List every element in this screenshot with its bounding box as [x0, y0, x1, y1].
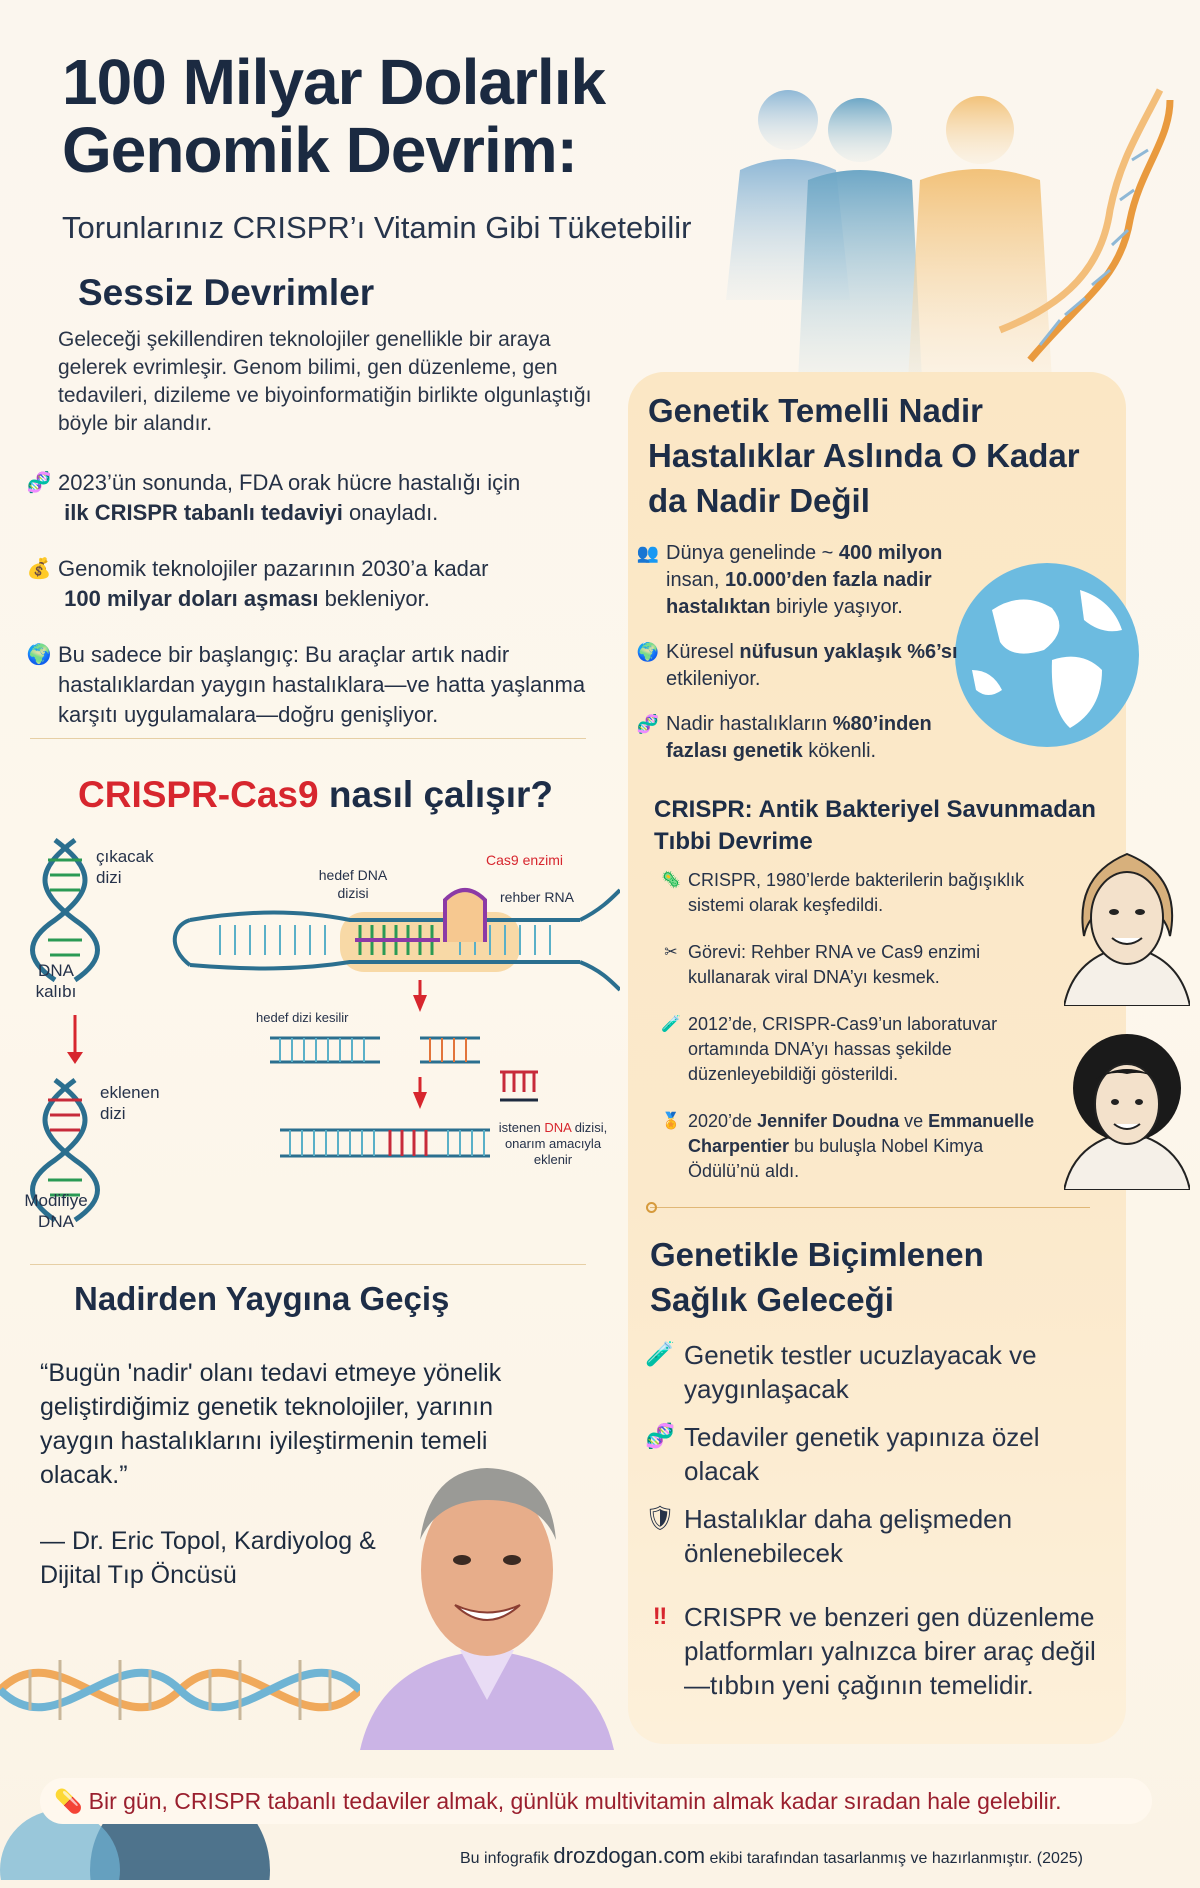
- bullet-bold: ilk CRISPR tabanlı tedaviyi: [64, 500, 343, 525]
- label-modified-dna: Modifiye DNA: [24, 1191, 88, 1231]
- future-health-heading: Genetikle Biçimlenen Sağlık Geleceği: [650, 1236, 984, 1318]
- label-text: dizisi, onarım amacıyla eklenir: [504, 1120, 608, 1167]
- pill-icon: 💊: [54, 1787, 83, 1814]
- page-title: 100 Milyar Dolarlık Genomik Devrim:: [62, 46, 606, 186]
- rare-bullet-list: [636, 540, 976, 765]
- section-divider: [30, 738, 586, 739]
- footer-credit: [460, 1843, 1083, 1869]
- bullet-text: kökenli.: [808, 740, 877, 762]
- warning-icon: ‼: [652, 1603, 668, 1630]
- bacteria-icon: 🦠: [661, 872, 681, 889]
- history-bullet-list: [660, 868, 1060, 1184]
- dna-template-helix-icon: [33, 840, 98, 980]
- label-text-red: DNA: [544, 1120, 572, 1135]
- bullet-bold: Emmanuelle Charpentier: [688, 1111, 1035, 1156]
- bullet-text: Nadir hastalıkların: [666, 713, 828, 735]
- bullet-bold: Jennifer Doudna: [757, 1111, 900, 1131]
- money-bag-icon: 💰: [26, 558, 52, 580]
- repaired-dna-strand: [280, 1130, 490, 1156]
- bullet-text: CRISPR, 1980’lerde bakterilerin bağışıklık sistemi olarak keşfedildi.: [688, 870, 1025, 915]
- bullet-text: 2023’ün sonunda, FDA orak hücre hastalığı için: [58, 470, 521, 495]
- footer-banner-text: Bir gün, CRISPR tabanlı tedaviler almak, günlük multivitamin almak kadar sıradan hale gelebilir.: [88, 1787, 1062, 1814]
- page-subtitle: Torunlarınız CRISPR’ı Vitamin Gibi Tüketebilir: [62, 210, 692, 245]
- bullet-text: CRISPR ve benzeri gen düzenleme platformları yalnızca birer araç değil —tıbbın yeni çağının temelidir.: [684, 1602, 1096, 1700]
- crispr-how-heading: [78, 774, 553, 816]
- people-silhouettes-illustration: [700, 80, 1180, 380]
- rare-bullet-genetic: [636, 711, 976, 765]
- silent-revolutions-intro: Geleceği şekillendiren teknolojiler genellikle bir araya gelerek evrimleşir. Genom bilimi, gen düzenleme, gen tedavileri, dizileme ve biyoinformatiğin birlikte olgunlaştığı böyle bir alandır.: [58, 328, 592, 435]
- silent-bullet-list: [26, 468, 586, 730]
- bullet-bold: nüfusun yaklaşık %6’sı: [739, 641, 958, 663]
- bullet-text: onayladı.: [349, 500, 439, 525]
- bullet-text: Bu sadece bir başlangıç: Bu araçlar artık nadir hastalıklardan yaygın hastalıklara—ve hatta yaşlanma karşıtı uygulamalara—doğru genişliyor.: [58, 642, 586, 727]
- future-bullet-treatments: [644, 1420, 1084, 1488]
- label-target-cut: hedef dizi kesilir: [256, 1010, 349, 1025]
- dr-topol-portrait: [350, 1420, 624, 1750]
- bullet-text: Genomik teknolojiler pazarının 2030’a kadar: [58, 556, 489, 581]
- credit-site-link[interactable]: drozdogan.com: [553, 1843, 706, 1868]
- adult-silhouette: [798, 98, 922, 380]
- bullet-text: insan,: [666, 569, 720, 591]
- history-bullet-discovery: [660, 868, 1060, 918]
- label-removed-sequence: çıkacak dizi: [96, 847, 154, 887]
- rare-diseases-heading: Genetik Temelli Nadir Hastalıklar Aslında O Kadar da Nadir Değil: [648, 392, 1080, 519]
- history-bullet-nobel: [660, 1109, 1060, 1184]
- crispr-history-heading: CRISPR: Antik Bakteriyel Savunmadan Tıbbi Devrime: [654, 796, 1096, 855]
- people-icon: 👥: [636, 543, 660, 563]
- insert-dna-fragment: [500, 1072, 538, 1100]
- bullet-text: etkileniyor.: [666, 668, 761, 690]
- silent-bullet-beginning: [26, 640, 586, 730]
- bullet-bold: 100 milyar doları aşması: [64, 586, 319, 611]
- silent-bullet-fda: [26, 468, 586, 528]
- cut-dna-strands: [270, 1038, 538, 1100]
- future-bullet-platforms: [644, 1600, 1124, 1702]
- dna-helix-bottom-icon: [0, 1630, 360, 1880]
- divider-dot: [646, 1202, 657, 1213]
- section-divider: [650, 1207, 1090, 1208]
- test-tube-icon: 🧪: [661, 1016, 681, 1033]
- bullet-text: Küresel: [666, 641, 734, 663]
- quote-author: — Dr. Eric Topol, Kardiyolog & Dijital Tıp Öncüsü: [40, 1527, 376, 1589]
- test-tube-icon: 🧪: [645, 1341, 675, 1368]
- credit-text: ekibi tarafından tasarlanmış ve hazırlanmıştır. (2025): [709, 1850, 1084, 1867]
- future-bullet-tests: [644, 1338, 1084, 1406]
- dna-icon: 🧬: [645, 1423, 675, 1450]
- label-guide-rna: rehber RNA: [500, 889, 574, 905]
- future-bullet-prevention: [644, 1502, 1084, 1570]
- label-target-dna: hedef DNA dizisi: [318, 867, 388, 901]
- bullet-bold: 400 milyon: [838, 542, 943, 564]
- silent-bullet-market: [26, 554, 586, 614]
- scissors-icon: ✂: [664, 944, 678, 961]
- history-bullet-2012: [660, 1012, 1060, 1087]
- bullet-text: 2012’de, CRISPR-Cas9’un laboratuvar ortamında DNA’yı hassas şekilde düzenleyebildiği gösterildi.: [688, 1014, 998, 1084]
- bullet-text: Dünya genelinde ~: [666, 542, 834, 564]
- bullet-text: ve: [904, 1111, 924, 1131]
- elder-silhouette: [908, 96, 1052, 380]
- label-added-sequence: eklenen dizi: [100, 1083, 160, 1123]
- cas9-enzyme-shape: [445, 890, 485, 942]
- globe-icon: 🌍: [26, 644, 52, 666]
- rare-to-common-heading: Nadirden Yaygına Geçiş: [74, 1280, 450, 1317]
- label-desired-dna: [488, 1120, 618, 1168]
- dna-icon: 🧬: [26, 472, 52, 494]
- quote-text: “Bugün 'nadir' olanı tedavi etmeye yönelik geliştirdiğimiz genetik teknolojiler, yarının yaygın hastalıklarını iyileştirmenin temeli olacak.”: [40, 1359, 502, 1489]
- label-cas9-enzyme: Cas9 enzimi: [486, 852, 564, 868]
- rare-bullet-population: [636, 639, 976, 693]
- globe-icon: 🌍: [636, 642, 660, 662]
- silent-revolutions-heading: Sessiz Devrimler: [78, 272, 375, 313]
- bullet-text: Hastalıklar daha gelişmeden önlenebilecek: [684, 1504, 1013, 1568]
- crispr-heading-rest: nasıl çalışır?: [328, 774, 554, 815]
- label-dna-template: DNA kalıbı: [35, 961, 77, 1001]
- bullet-text: Genetik testler ucuzlayacak ve yaygınlaşacak: [684, 1340, 1037, 1404]
- bullet-text: biriyle yaşıyor.: [776, 596, 903, 618]
- globe-illustration: [952, 560, 1142, 750]
- history-bullet-function: [660, 940, 1060, 990]
- label-text: istenen: [498, 1120, 541, 1135]
- rare-bullet-people: [636, 540, 976, 621]
- bullet-bold: %80’inden fazlası genetik: [666, 713, 932, 762]
- future-bullet-list: [644, 1338, 1096, 1702]
- bullet-bold: 10.000’den fazla nadir hastalıktan: [666, 569, 932, 618]
- section-divider: [30, 1264, 586, 1265]
- footer-banner: [40, 1778, 1152, 1824]
- emmanuelle-charpentier-portrait: [1064, 1018, 1190, 1190]
- bullet-text: bekleniyor.: [324, 586, 430, 611]
- shield-icon: 🛡: [644, 1505, 676, 1532]
- bullet-text: Görevi: Rehber RNA ve Cas9 enzimi kullanarak viral DNA’yı kesmek.: [688, 942, 981, 987]
- dna-icon: 🧬: [636, 714, 660, 734]
- crispr-heading-red: CRISPR-Cas9: [78, 774, 319, 815]
- jennifer-doudna-portrait: [1064, 836, 1190, 1006]
- medal-icon: 🏅: [661, 1113, 681, 1130]
- credit-text: Bu infografik: [460, 1850, 549, 1867]
- bullet-text: bu buluşla Nobel Kimya Ödülü’nü aldı.: [688, 1136, 984, 1181]
- bullet-text: 2020’de: [688, 1111, 753, 1131]
- bullet-text: Tedaviler genetik yapınıza özel olacak: [684, 1422, 1040, 1486]
- arrow-head-icon: [67, 1052, 83, 1064]
